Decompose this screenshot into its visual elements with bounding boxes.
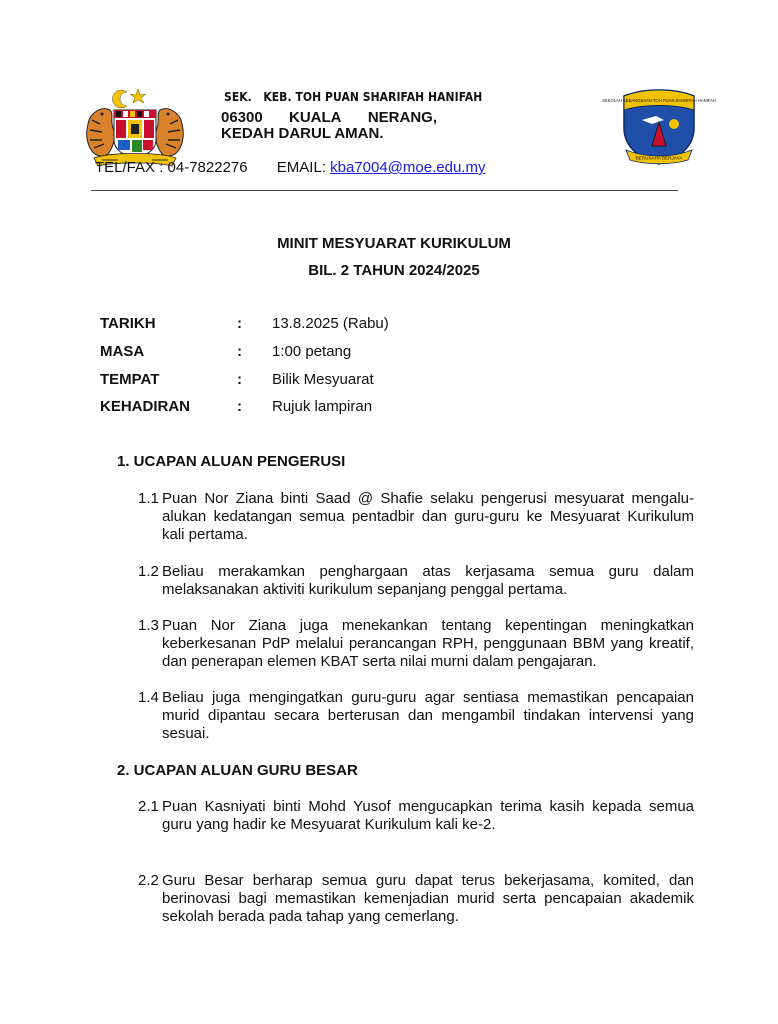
school-name: SEK. KEB. TOH PUAN SHARIFAH HANIFAH [224,89,483,104]
document-subtitle: BIL. 2 TAHUN 2024/2025 [308,262,480,279]
postcode: 06300 [221,109,263,126]
section-heading: 2. UCAPAN ALUAN GURU BESAR [117,762,358,779]
school-logo-motto: BERUSAHA BERJAYA [635,155,683,161]
info-label: MASA [100,343,145,360]
city-part-2: NERANG, [367,109,437,126]
info-colon: : [237,371,242,388]
item-text: Guru Besar berharap semua guru dapat terus bekerjasama, komited, dan berinovasi bagi memastikan kemenjadian murid serta pencapaian akademik sekolah berada pada tahap yang cemerlang. [162,872,694,925]
info-colon: : [237,315,242,332]
info-value: 1:00 petang [272,343,352,360]
info-value: 13.8.2025 (Rabu) [272,315,389,332]
item-number: 1.1 [138,490,159,507]
info-label: KEHADIRAN [100,398,190,415]
info-label: TARIKH [100,315,156,332]
item-number: 1.4 [138,689,159,706]
item-text: Puan Kasniyati binti Mohd Yusof mengucapkan terima kasih kepada semua guru yang hadir ke Mesyuarat Kurikulum kali ke-2. [162,798,694,833]
header-divider [91,190,678,191]
info-value: Rujuk lampiran [272,398,373,415]
minute-item [138,617,694,671]
minute-item [138,563,694,599]
item-text: Beliau merakamkan penghargaan atas kerjasama semua guru dalam melaksanakan aktiviti kurikulum sepanjang penggal pertama. [162,563,694,598]
document-title: MINIT MESYUARAT KURIKULUM [277,235,511,252]
info-colon: : [237,343,242,360]
info-label: TEMPAT [100,371,160,388]
address-line-2: KEDAH DARUL AMAN. [221,125,384,142]
item-number: 2.2 [138,872,159,889]
minute-item [138,490,694,544]
section-heading: 1. UCAPAN ALUAN PENGERUSI [117,453,346,470]
contact-prefix: TEL/FAX : 04-7822276 EMAIL: [95,159,331,176]
address-line-1 [221,109,437,126]
info-value: Bilik Mesyuarat [272,371,374,388]
item-number: 2.1 [138,798,159,815]
city-part-1: KUALA [289,109,342,126]
info-colon: : [237,398,242,415]
item-number: 1.3 [138,617,159,634]
school-logo [602,86,716,166]
email-link[interactable]: kba7004@moe.edu.my [330,159,486,176]
item-text: Puan Nor Ziana juga menekankan tentang kepentingan meningkatkan keberkesanan PdP melalui perancangan RPH, penggunaan BBM yang kreatif, dan penerapan elemen KBAT serta nilai murni dalam pengajaran. [162,617,694,670]
school-logo-text: SEKOLAH KEBANGSAAN TOH PUAN SHARIFAH HANIFAH [602,98,716,103]
item-text: Beliau juga mengingatkan guru-guru agar sentiasa memastikan pencapaian murid dipantau secara berterusan dan mengambil tindakan intervensi yang sesuai. [162,689,694,742]
item-text: Puan Nor Ziana binti Saad @ Shafie selaku pengerusi mesyuarat mengalu-alukan kedatangan semua pentadbir dan guru-guru ke Mesyuarat Kurikulum kali pertama. [162,490,694,543]
item-number: 1.2 [138,563,159,580]
minute-item [138,798,694,834]
contact-line [95,159,485,176]
minute-item [138,689,694,743]
minute-item [138,872,694,926]
